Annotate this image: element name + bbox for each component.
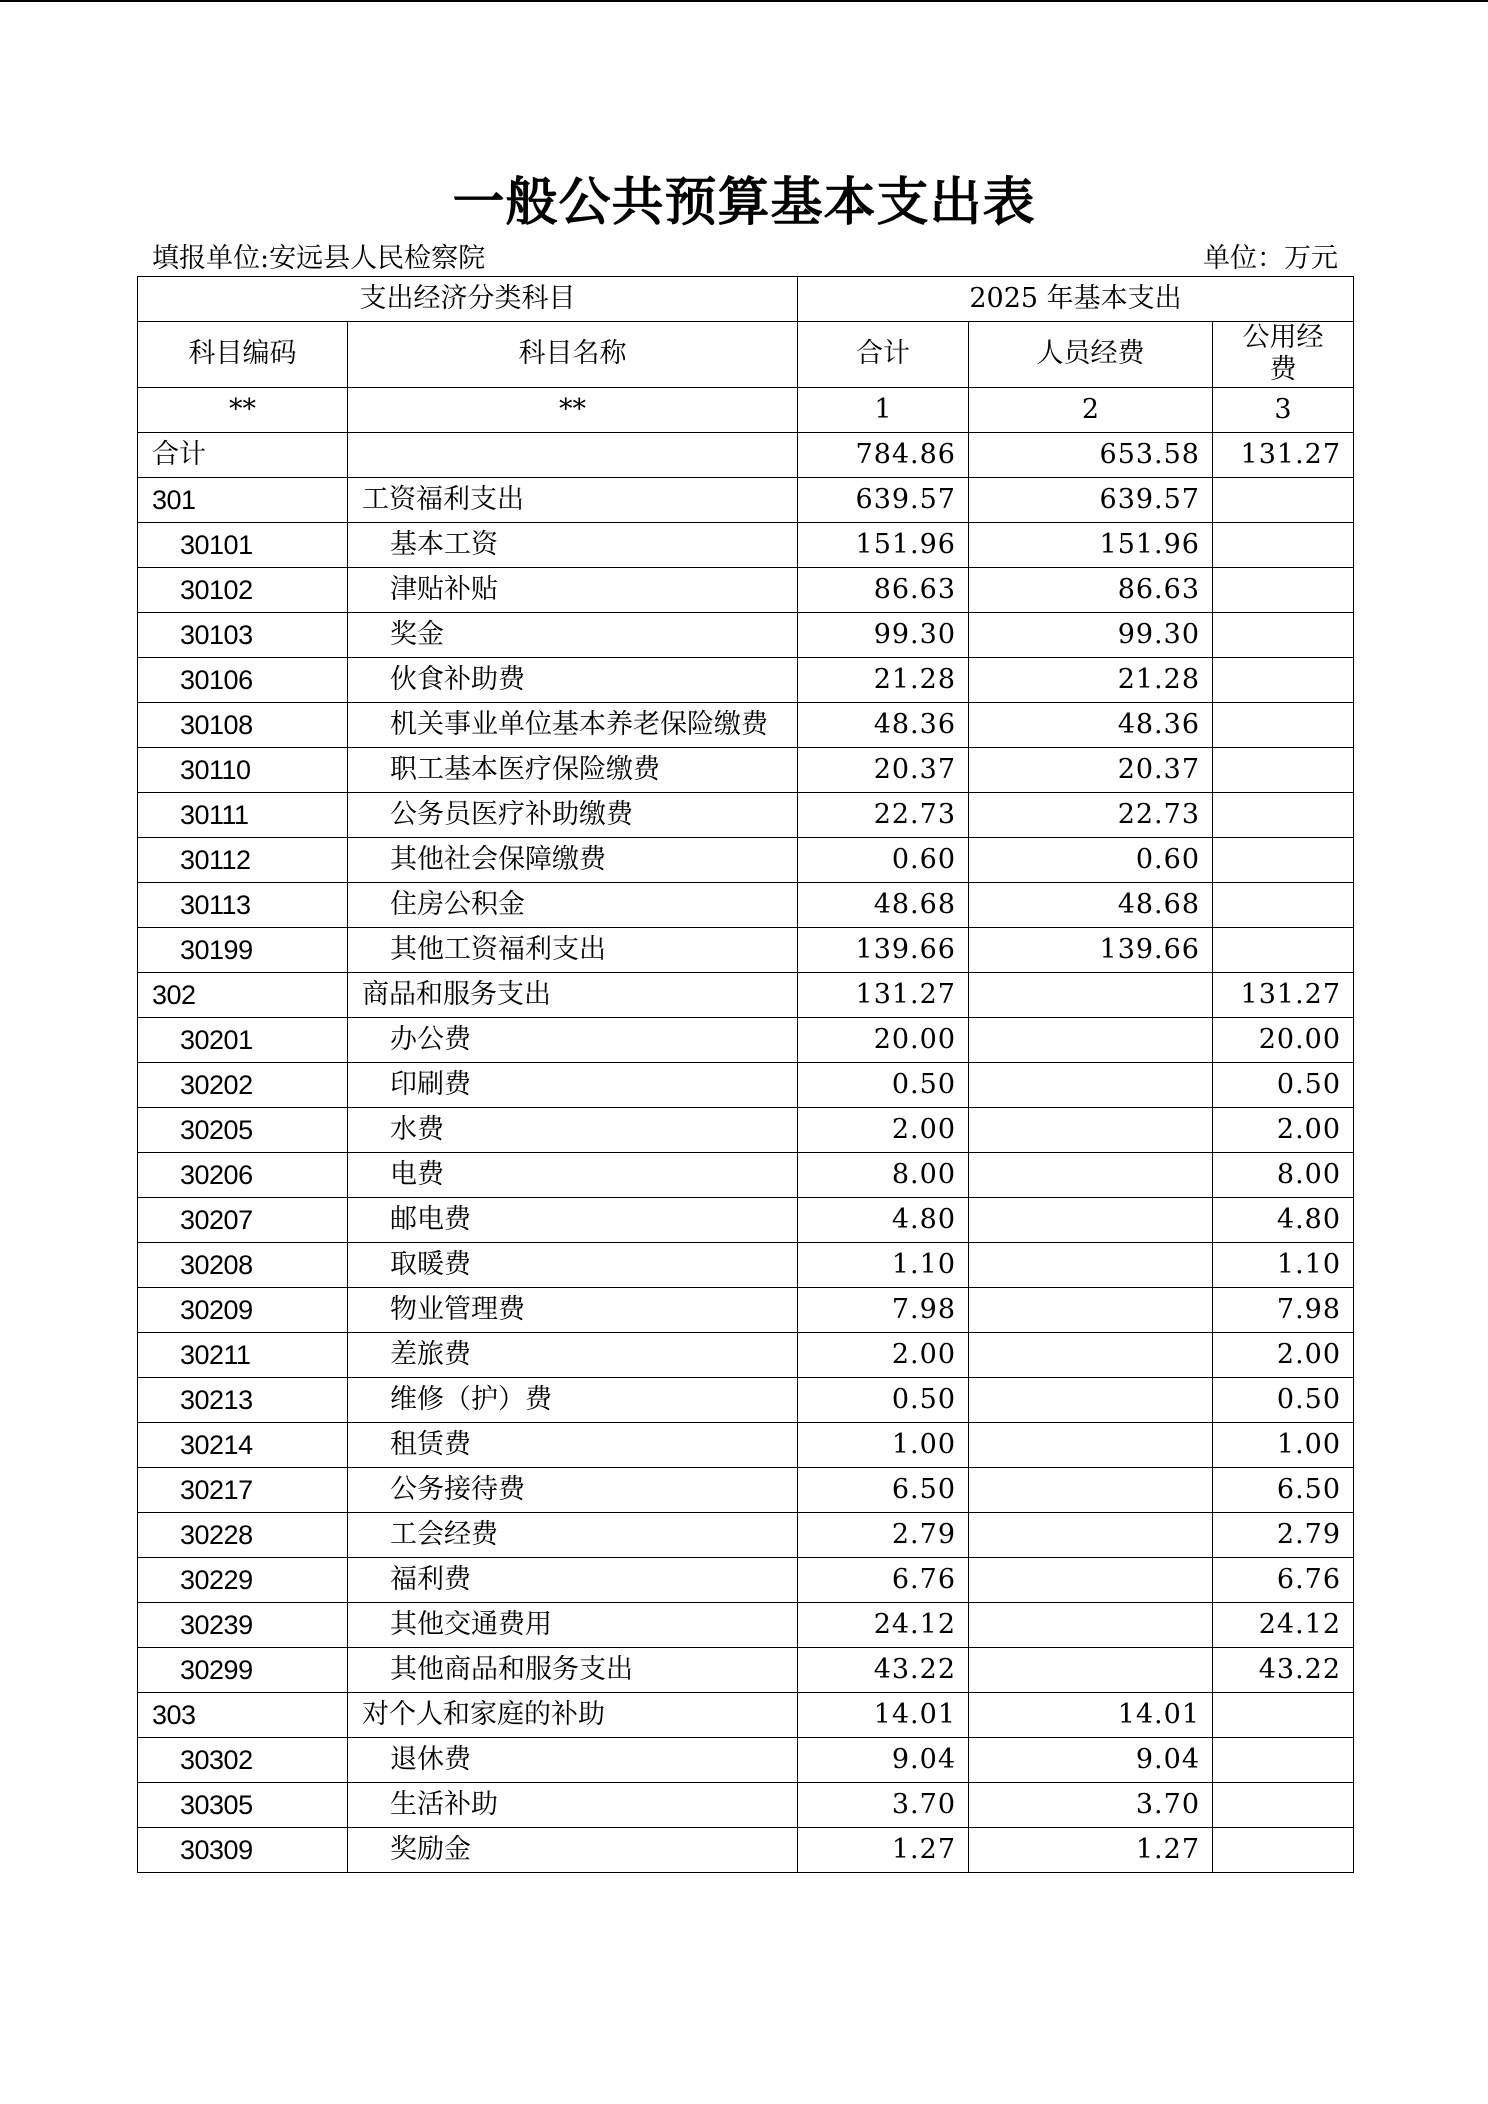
cell-public: 2.00 <box>1213 1107 1354 1152</box>
table-row <box>138 927 1354 972</box>
cell-public: 0.50 <box>1213 1062 1354 1107</box>
cell-public <box>1213 657 1354 702</box>
cell-total: 2.00 <box>798 1332 969 1377</box>
cell-name: 电费 <box>348 1152 798 1197</box>
header-column-row <box>138 322 1354 388</box>
table-row <box>138 477 1354 522</box>
cell-public: 8.00 <box>1213 1152 1354 1197</box>
cell-public <box>1213 927 1354 972</box>
cell-total: 139.66 <box>798 927 969 972</box>
cell-name: 邮电费 <box>348 1197 798 1242</box>
table-row <box>138 972 1354 1017</box>
cell-public <box>1213 567 1354 612</box>
index-total: 1 <box>798 387 969 432</box>
cell-total: 2.00 <box>798 1107 969 1152</box>
index-name: ** <box>348 387 798 432</box>
cell-name: 办公费 <box>348 1017 798 1062</box>
cell-name: 机关事业单位基本养老保险缴费 <box>348 702 798 747</box>
table-row <box>138 1512 1354 1557</box>
header-code: 科目编码 <box>138 322 348 388</box>
cell-public: 6.76 <box>1213 1557 1354 1602</box>
header-group-row <box>138 277 1354 322</box>
cell-personnel <box>969 972 1213 1017</box>
header-name: 科目名称 <box>348 322 798 388</box>
cell-personnel <box>969 1647 1213 1692</box>
table-row <box>138 747 1354 792</box>
cell-total: 20.00 <box>798 1017 969 1062</box>
cell-public: 1.00 <box>1213 1422 1354 1467</box>
cell-personnel <box>969 1557 1213 1602</box>
index-code: ** <box>138 387 348 432</box>
table-row <box>138 1602 1354 1647</box>
cell-public: 2.00 <box>1213 1332 1354 1377</box>
table-row <box>138 1377 1354 1422</box>
cell-code: 30302 <box>138 1737 348 1782</box>
table-row <box>138 612 1354 657</box>
table-row <box>138 1647 1354 1692</box>
cell-personnel <box>969 1152 1213 1197</box>
cell-public: 131.27 <box>1213 972 1354 1017</box>
budget-table <box>137 276 1354 1873</box>
cell-code: 30102 <box>138 567 348 612</box>
cell-total: 151.96 <box>798 522 969 567</box>
cell-name: 其他工资福利支出 <box>348 927 798 972</box>
table-row <box>138 1107 1354 1152</box>
cell-total: 48.36 <box>798 702 969 747</box>
cell-code: 合计 <box>138 432 348 477</box>
cell-name: 租赁费 <box>348 1422 798 1467</box>
cell-personnel: 48.68 <box>969 882 1213 927</box>
cell-personnel: 639.57 <box>969 477 1213 522</box>
cell-public <box>1213 522 1354 567</box>
cell-total: 1.00 <box>798 1422 969 1467</box>
cell-code: 30305 <box>138 1782 348 1827</box>
header-public: 公用经费 <box>1213 322 1354 388</box>
cell-public: 4.80 <box>1213 1197 1354 1242</box>
cell-name: 伙食补助费 <box>348 657 798 702</box>
cell-name: 基本工资 <box>348 522 798 567</box>
cell-code: 30201 <box>138 1017 348 1062</box>
cell-public <box>1213 1782 1354 1827</box>
cell-name: 印刷费 <box>348 1062 798 1107</box>
cell-name: 对个人和家庭的补助 <box>348 1692 798 1737</box>
cell-personnel <box>969 1017 1213 1062</box>
cell-personnel: 20.37 <box>969 747 1213 792</box>
header-total: 合计 <box>798 322 969 388</box>
cell-public <box>1213 1737 1354 1782</box>
cell-total: 3.70 <box>798 1782 969 1827</box>
cell-public: 6.50 <box>1213 1467 1354 1512</box>
cell-code: 302 <box>138 972 348 1017</box>
cell-name: 奖励金 <box>348 1827 798 1872</box>
cell-total: 86.63 <box>798 567 969 612</box>
cell-code: 30228 <box>138 1512 348 1557</box>
header-group-right: 2025 年基本支出 <box>798 277 1354 322</box>
cell-name: 生活补助 <box>348 1782 798 1827</box>
cell-personnel: 48.36 <box>969 702 1213 747</box>
cell-total: 1.10 <box>798 1242 969 1287</box>
cell-total: 0.60 <box>798 837 969 882</box>
cell-total: 22.73 <box>798 792 969 837</box>
cell-code: 30207 <box>138 1197 348 1242</box>
cell-personnel <box>969 1332 1213 1377</box>
cell-personnel <box>969 1107 1213 1152</box>
cell-public <box>1213 1827 1354 1872</box>
cell-total: 2.79 <box>798 1512 969 1557</box>
cell-code: 30110 <box>138 747 348 792</box>
cell-personnel: 3.70 <box>969 1782 1213 1827</box>
cell-total: 4.80 <box>798 1197 969 1242</box>
cell-public: 2.79 <box>1213 1512 1354 1557</box>
table-row <box>138 1332 1354 1377</box>
cell-code: 30214 <box>138 1422 348 1467</box>
cell-personnel <box>969 1467 1213 1512</box>
header-personnel: 人员经费 <box>969 322 1213 388</box>
cell-public <box>1213 477 1354 522</box>
currency-unit: 单位：万元 <box>1203 243 1338 274</box>
cell-name: 其他交通费用 <box>348 1602 798 1647</box>
index-public: 3 <box>1213 387 1354 432</box>
cell-total: 1.27 <box>798 1827 969 1872</box>
cell-code: 30103 <box>138 612 348 657</box>
cell-personnel <box>969 1512 1213 1557</box>
cell-public <box>1213 612 1354 657</box>
cell-personnel: 151.96 <box>969 522 1213 567</box>
table-row <box>138 1557 1354 1602</box>
table-row <box>138 837 1354 882</box>
cell-name: 其他商品和服务支出 <box>348 1647 798 1692</box>
table-row <box>138 702 1354 747</box>
cell-personnel <box>969 1242 1213 1287</box>
cell-total: 0.50 <box>798 1377 969 1422</box>
cell-code: 30208 <box>138 1242 348 1287</box>
cell-name: 水费 <box>348 1107 798 1152</box>
cell-personnel <box>969 1287 1213 1332</box>
cell-name: 取暖费 <box>348 1242 798 1287</box>
table-row <box>138 1197 1354 1242</box>
table-row <box>138 1422 1354 1467</box>
cell-code: 30229 <box>138 1557 348 1602</box>
cell-name <box>348 432 798 477</box>
cell-total: 24.12 <box>798 1602 969 1647</box>
cell-total: 6.50 <box>798 1467 969 1512</box>
cell-total: 8.00 <box>798 1152 969 1197</box>
cell-personnel: 22.73 <box>969 792 1213 837</box>
table-row <box>138 1152 1354 1197</box>
cell-public: 20.00 <box>1213 1017 1354 1062</box>
cell-total: 6.76 <box>798 1557 969 1602</box>
cell-name: 福利费 <box>348 1557 798 1602</box>
cell-personnel <box>969 1602 1213 1647</box>
cell-total: 0.50 <box>798 1062 969 1107</box>
cell-code: 30202 <box>138 1062 348 1107</box>
cell-public: 0.50 <box>1213 1377 1354 1422</box>
cell-code: 301 <box>138 477 348 522</box>
cell-name: 退休费 <box>348 1737 798 1782</box>
cell-personnel <box>969 1422 1213 1467</box>
cell-code: 30112 <box>138 837 348 882</box>
cell-public: 24.12 <box>1213 1602 1354 1647</box>
cell-code: 30206 <box>138 1152 348 1197</box>
table-row <box>138 522 1354 567</box>
cell-code: 30209 <box>138 1287 348 1332</box>
cell-personnel: 99.30 <box>969 612 1213 657</box>
cell-personnel: 0.60 <box>969 837 1213 882</box>
table-row <box>138 792 1354 837</box>
cell-name: 商品和服务支出 <box>348 972 798 1017</box>
page-top-border <box>0 0 1488 2</box>
cell-name: 奖金 <box>348 612 798 657</box>
cell-name: 物业管理费 <box>348 1287 798 1332</box>
cell-name: 工会经费 <box>348 1512 798 1557</box>
cell-personnel <box>969 1377 1213 1422</box>
cell-name: 维修（护）费 <box>348 1377 798 1422</box>
index-personnel: 2 <box>969 387 1213 432</box>
table-row <box>138 882 1354 927</box>
cell-personnel <box>969 1062 1213 1107</box>
table-row <box>138 1782 1354 1827</box>
cell-code: 30101 <box>138 522 348 567</box>
cell-public: 131.27 <box>1213 432 1354 477</box>
cell-code: 30213 <box>138 1377 348 1422</box>
cell-total: 43.22 <box>798 1647 969 1692</box>
table-row <box>138 1737 1354 1782</box>
reporting-unit: 填报单位:安远县人民检察院 <box>152 243 486 274</box>
cell-name: 差旅费 <box>348 1332 798 1377</box>
cell-personnel: 653.58 <box>969 432 1213 477</box>
cell-total: 99.30 <box>798 612 969 657</box>
cell-public <box>1213 792 1354 837</box>
cell-personnel: 21.28 <box>969 657 1213 702</box>
header-index-row <box>138 387 1354 432</box>
cell-total: 48.68 <box>798 882 969 927</box>
cell-personnel: 86.63 <box>969 567 1213 612</box>
cell-name: 工资福利支出 <box>348 477 798 522</box>
cell-personnel: 9.04 <box>969 1737 1213 1782</box>
table-row <box>138 657 1354 702</box>
table-row <box>138 432 1354 477</box>
cell-personnel: 139.66 <box>969 927 1213 972</box>
cell-total: 7.98 <box>798 1287 969 1332</box>
page-title: 一般公共预算基本支出表 <box>452 172 1036 233</box>
cell-personnel: 14.01 <box>969 1692 1213 1737</box>
table-row <box>138 1017 1354 1062</box>
cell-code: 30309 <box>138 1827 348 1872</box>
cell-name: 公务员医疗补助缴费 <box>348 792 798 837</box>
cell-personnel: 1.27 <box>969 1827 1213 1872</box>
table-row <box>138 1242 1354 1287</box>
table-row <box>138 1062 1354 1107</box>
table-row <box>138 1467 1354 1512</box>
cell-code: 30239 <box>138 1602 348 1647</box>
cell-public: 1.10 <box>1213 1242 1354 1287</box>
header-group-left: 支出经济分类科目 <box>138 277 798 322</box>
cell-total: 131.27 <box>798 972 969 1017</box>
cell-code: 30199 <box>138 927 348 972</box>
cell-total: 784.86 <box>798 432 969 477</box>
cell-code: 30217 <box>138 1467 348 1512</box>
cell-code: 30205 <box>138 1107 348 1152</box>
cell-total: 9.04 <box>798 1737 969 1782</box>
cell-public: 7.98 <box>1213 1287 1354 1332</box>
cell-personnel <box>969 1197 1213 1242</box>
cell-public <box>1213 747 1354 792</box>
cell-name: 公务接待费 <box>348 1467 798 1512</box>
cell-total: 20.37 <box>798 747 969 792</box>
cell-name: 职工基本医疗保险缴费 <box>348 747 798 792</box>
table-row <box>138 567 1354 612</box>
cell-code: 30108 <box>138 702 348 747</box>
cell-public <box>1213 882 1354 927</box>
cell-public <box>1213 1692 1354 1737</box>
cell-code: 303 <box>138 1692 348 1737</box>
table-row <box>138 1827 1354 1872</box>
cell-name: 其他社会保障缴费 <box>348 837 798 882</box>
cell-public <box>1213 837 1354 882</box>
cell-name: 住房公积金 <box>348 882 798 927</box>
cell-total: 21.28 <box>798 657 969 702</box>
cell-code: 30299 <box>138 1647 348 1692</box>
table-row <box>138 1287 1354 1332</box>
cell-public <box>1213 702 1354 747</box>
cell-code: 30106 <box>138 657 348 702</box>
cell-code: 30211 <box>138 1332 348 1377</box>
cell-public: 43.22 <box>1213 1647 1354 1692</box>
table-row <box>138 1692 1354 1737</box>
cell-name: 津贴补贴 <box>348 567 798 612</box>
cell-total: 14.01 <box>798 1692 969 1737</box>
cell-total: 639.57 <box>798 477 969 522</box>
cell-code: 30111 <box>138 792 348 837</box>
cell-code: 30113 <box>138 882 348 927</box>
